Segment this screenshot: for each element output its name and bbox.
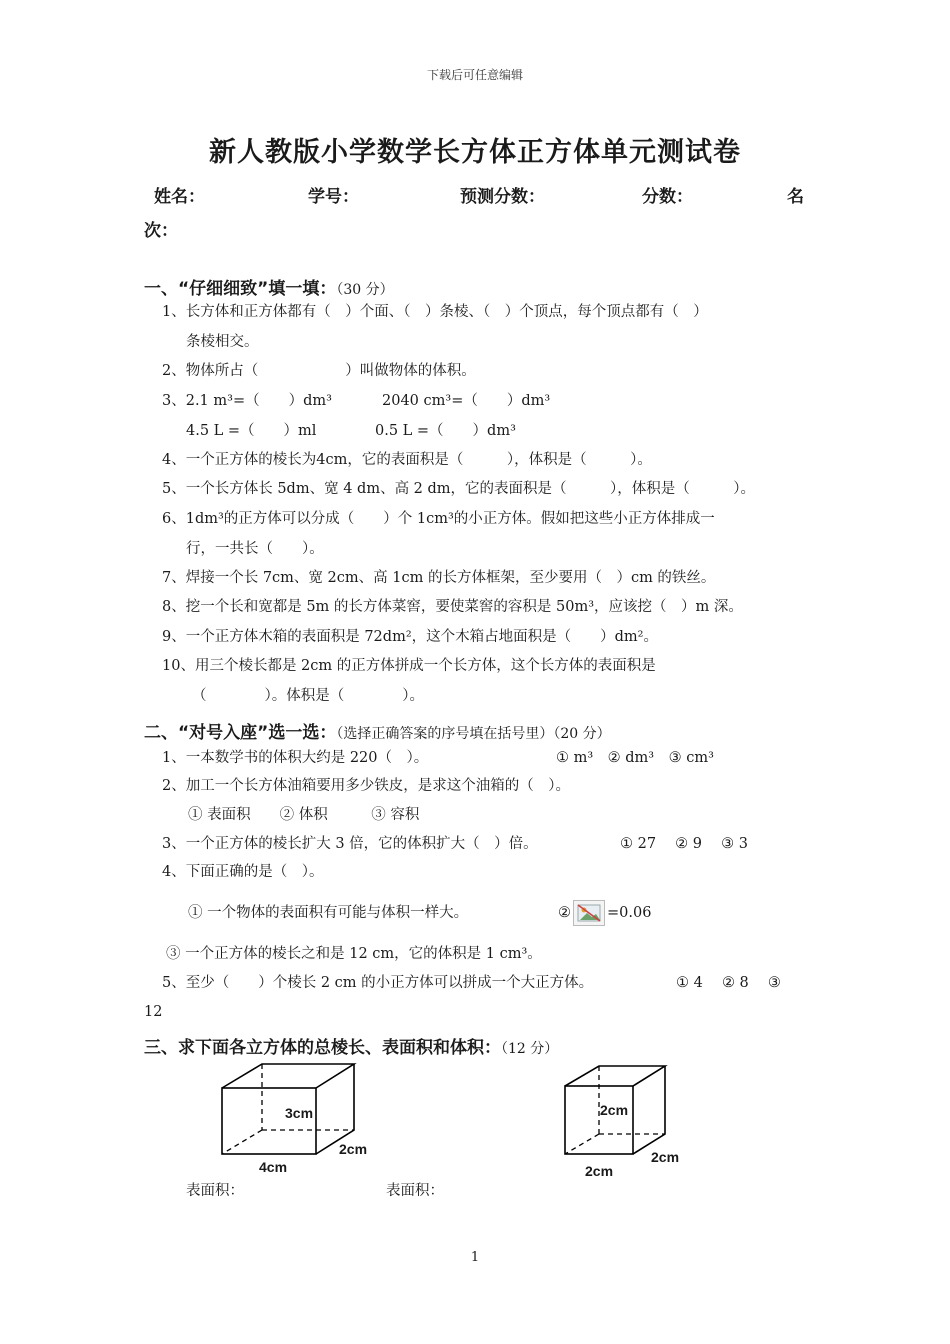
- section-1-points: （30 分）: [336, 282, 394, 298]
- rank-label-b: 次：: [144, 221, 178, 241]
- s2-q2-options: ① 表面积 ② 体积 ③ 容积: [188, 807, 420, 823]
- surface-area-label-a: 表面积：: [186, 1183, 244, 1199]
- cube-depth-label: 2cm: [651, 1149, 680, 1165]
- s1-q10-line2: （ ）。体积是（ ）。: [192, 688, 424, 704]
- section-3-points: （12 分）: [501, 1041, 559, 1057]
- s1-q3-d: 0.5 L =（ ）dm³: [375, 423, 516, 439]
- s1-q1-line2: 条棱相交。: [186, 334, 259, 350]
- s1-q6-line2: 行，一共长（ ）。: [186, 541, 324, 557]
- s1-q9: 9、一个正方体木箱的表面积是 72dm²，这个木箱占地面积是（ ）dm²。: [162, 629, 658, 645]
- s1-q4: 4、一个正方体的棱长为4cm，它的表面积是（ ），体积是（ ）。: [162, 452, 652, 468]
- id-label: 学号：: [308, 187, 359, 207]
- s2-q4: 4、下面正确的是（ ）。: [162, 864, 324, 880]
- s2-q5: 5、至少（ ）个棱长 2 cm 的小正方体可以拼成一个大正方体。: [162, 975, 594, 991]
- s2-q1: 1、一本数学书的体积大约是 220（ ）。: [162, 750, 429, 766]
- s2-q2: 2、加工一个长方体油箱要用多少铁皮，是求这个油箱的（ ）。: [162, 778, 570, 794]
- cuboid-depth-label: 2cm: [339, 1141, 368, 1157]
- cuboid-length-label: 4cm: [259, 1159, 288, 1175]
- section-3-title: [144, 1033, 558, 1058]
- surface-area-label-b: 表面积：: [386, 1183, 444, 1199]
- s1-q6-line1: 6、1dm³的正方体可以分成（ ）个 1cm³的小正方体。假如把这些小正方体排成一: [162, 511, 715, 527]
- header-note: 下载后可任意编辑: [426, 68, 523, 82]
- s1-q1-line1: 1、长方体和正方体都有（ ）个面、（ ）条棱、（ ）个顶点，每个顶点都有（ ）: [162, 304, 708, 320]
- s2-q5-option-tail: 12: [144, 1004, 163, 1020]
- s1-q5: 5、一个长方体长 5dm、宽 4 dm、高 2 dm，它的表面积是（ ），体积是（ ）。: [162, 481, 756, 497]
- section-3-heading: 三、求下面各立方体的总棱长、表面积和体积：: [144, 1038, 501, 1058]
- s1-q10-line1: 10、用三个棱长都是 2cm 的正方体拼成一个长方体，这个长方体的表面积是: [162, 658, 656, 674]
- s2-q4-option-c: ③ 一个正方体的棱长之和是 12 cm，它的体积是 1 cm³。: [166, 946, 542, 962]
- section-1-title: [144, 274, 394, 299]
- s2-q4-option-b-prefix: ②: [558, 905, 571, 921]
- predicted-score-label: 预测分数：: [460, 187, 545, 207]
- s1-q3-a: 3、2.1 m³=（ ）dm³: [162, 393, 332, 409]
- s2-q1-options: ① m³ ② dm³ ③ cm³: [556, 750, 714, 766]
- section-2-points: （选择正确答案的序号填在括号里）（20 分）: [336, 726, 611, 742]
- s1-q2: 2、物体所占（ ）叫做物体的体积。: [162, 363, 476, 379]
- score-label: 分数：: [642, 187, 693, 207]
- page-title: 新人教版小学数学长方体正方体单元测试卷: [209, 137, 741, 168]
- cube-length-label: 2cm: [585, 1163, 614, 1179]
- broken-image-icon: [573, 900, 605, 926]
- s2-q4-option-b-suffix: =0.06: [607, 905, 652, 921]
- cube-height-label: 2cm: [600, 1102, 629, 1118]
- s2-q3-options: ① 27 ② 9 ③ 3: [620, 836, 748, 852]
- name-label: 姓名：: [154, 187, 205, 207]
- rank-label-a: 名: [787, 187, 804, 207]
- section-2-title: [144, 718, 611, 743]
- s1-q3-b: 2040 cm³=（ ）dm³: [382, 393, 551, 409]
- section-1-heading: 一、“仔细细致”填一填：: [144, 279, 337, 299]
- section-2-heading: 二、“对号入座”选一选：: [144, 723, 337, 743]
- page-number: 1: [470, 1250, 480, 1265]
- s1-q7: 7、焊接一个长 7cm、宽 2cm、高 1cm 的长方体框架，至少要用（ ）cm 的铁丝。: [162, 570, 716, 586]
- s2-q4-option-b: [558, 900, 651, 926]
- s2-q4-option-a: ① 一个物体的表面积有可能与体积一样大。: [188, 905, 469, 921]
- s1-q8: 8、挖一个长和宽都是 5m 的长方体菜窖，要使菜窖的容积是 50m³，应该挖（ ）m 深。: [162, 599, 743, 615]
- s2-q5-options: ① 4 ② 8 ③: [676, 975, 781, 991]
- s2-q3: 3、一个正方体的棱长扩大 3 倍，它的体积扩大（ ）倍。: [162, 836, 538, 852]
- cuboid-height-label: 3cm: [285, 1105, 314, 1121]
- s1-q3-c: 4.5 L =（ ）ml: [186, 423, 317, 439]
